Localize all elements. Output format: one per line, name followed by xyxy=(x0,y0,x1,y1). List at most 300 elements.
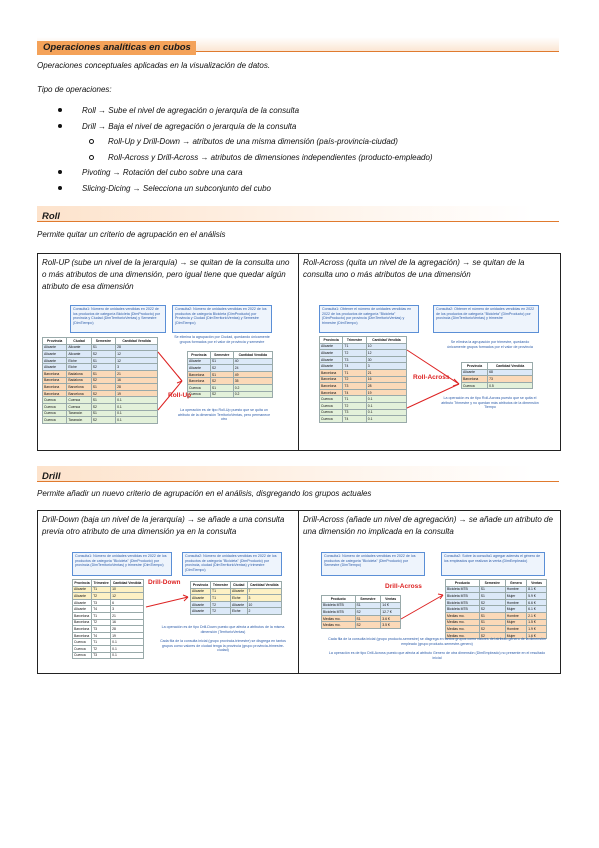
table-cell: 40 xyxy=(233,358,272,365)
table-cell: Bicicleta MTB xyxy=(446,586,480,593)
table-cell: S1 xyxy=(479,612,505,619)
table-cell: 0.1 xyxy=(116,417,158,424)
table-cell: T4 xyxy=(343,416,366,423)
table-cell: Cuenca xyxy=(462,382,488,389)
table-cell: Bicicleta MTB xyxy=(322,609,356,616)
table-cell: 19 xyxy=(116,390,158,397)
table-row xyxy=(43,384,158,391)
table-cell: Medias mo. xyxy=(446,612,480,619)
table-cell: Alicante xyxy=(43,357,67,364)
column-header: Genero xyxy=(505,580,526,587)
table-row xyxy=(320,356,407,363)
table-cell: 0.1 xyxy=(111,639,144,646)
table-cell: T2 xyxy=(92,645,111,652)
table-cell: 0.1 xyxy=(116,403,158,410)
source-table xyxy=(42,337,158,424)
table-cell: Barcelona xyxy=(188,378,211,385)
table-row xyxy=(73,626,144,633)
table-cell: Hombre xyxy=(505,599,526,606)
table-cell: T3 xyxy=(343,356,366,363)
roll-up-cell xyxy=(38,254,299,450)
figure-note: Cada fila de la consulta inicial (grupo producto-semestre) se disgrega en tantos grupos como valores del atributo género de la dimensión empleado (grupo producto-semestre-genero) xyxy=(328,637,546,646)
table-cell: 28 xyxy=(116,384,158,391)
table-cell: T2 xyxy=(211,608,231,615)
table-cell: T2 xyxy=(343,350,366,357)
query-box: Consulta1: Número de unidades vendidas en 2022 de los productos de categoría "Bicicleta" (DimProducto) por Semestre (DimTiempo) xyxy=(321,552,425,576)
column-header: Ciudad xyxy=(67,338,91,345)
column-header: Cantidad Vendida xyxy=(488,363,533,370)
roll-up-arrow-icon xyxy=(158,346,190,416)
table-cell: 1.9 € xyxy=(527,626,547,633)
table-row xyxy=(462,382,533,389)
types-heading: Tipo de operaciones: xyxy=(37,85,112,94)
table-row xyxy=(73,612,144,619)
figure-note: La operación es de tipo Roll-Across puesto que se quita el atributo Trimestre y no quedan más atributos de la dimensión Tiempo xyxy=(441,396,539,410)
table-cell: T2 xyxy=(343,376,366,383)
table-row xyxy=(73,639,144,646)
table-row xyxy=(43,351,158,358)
table-cell: 0.1 xyxy=(116,410,158,417)
table-cell: 5.9 € xyxy=(527,593,547,600)
column-header: Producto xyxy=(322,596,356,603)
drill-across-cell xyxy=(299,511,560,673)
table-cell: 0.1 xyxy=(111,645,144,652)
table-cell: 14 € xyxy=(381,602,401,609)
roll-up-header: Roll-UP (sube un nivel de la jerarquía) → se quitan de la consulta uno o más atributos de una dimensión, pero igual tiene que quedar algún atributo de esa dimensión xyxy=(42,258,290,291)
table-cell: 12 xyxy=(116,357,158,364)
table-cell: S2 xyxy=(479,626,505,633)
table-cell: 73 xyxy=(488,376,533,383)
table-cell: Alicante xyxy=(67,344,91,351)
table-cell: Barcelona xyxy=(320,383,343,390)
table-cell: S1 xyxy=(91,357,115,364)
table-cell: S2 xyxy=(91,403,115,410)
roll-up-figure xyxy=(42,304,294,444)
table-row xyxy=(43,377,158,384)
table-row xyxy=(73,593,144,600)
table-cell: 21 xyxy=(116,370,158,377)
table-cell: Hombre xyxy=(505,612,526,619)
table-cell: 2 xyxy=(247,608,281,615)
table-cell: Alicante xyxy=(191,595,211,602)
table-cell: 1.6 € xyxy=(527,632,547,639)
result-table xyxy=(187,351,273,398)
arrow-label: Roll-Across xyxy=(413,374,450,381)
table-cell: Cuenca xyxy=(43,410,67,417)
column-header: Trimestre xyxy=(343,337,366,344)
table-row xyxy=(320,409,407,416)
table-row xyxy=(320,389,407,396)
table-cell: Barcelona xyxy=(188,371,211,378)
table-row xyxy=(188,384,273,391)
drill-heading: Drill xyxy=(42,471,61,482)
roll-across-cell xyxy=(299,254,560,450)
table-cell: S1 xyxy=(210,384,233,391)
table-cell: T4 xyxy=(343,363,366,370)
column-header: Semestre xyxy=(479,580,505,587)
table-cell: 0.1 xyxy=(366,402,406,409)
table-row xyxy=(188,378,273,385)
table-cell: Barcelona xyxy=(43,390,67,397)
table-cell: 0.1 xyxy=(116,397,158,404)
drill-across-arrow-icon xyxy=(401,589,445,629)
table-row xyxy=(73,652,144,659)
table-cell: 1.5 € xyxy=(527,619,547,626)
table-cell: 21 xyxy=(111,612,144,619)
table-cell: 12 xyxy=(366,350,406,357)
table-row xyxy=(446,612,547,619)
table-cell: Badalona xyxy=(67,377,91,384)
table-cell: Alicante xyxy=(73,593,92,600)
table-row xyxy=(191,588,282,595)
table-cell: 0.5 xyxy=(488,382,533,389)
table-cell: Mujer xyxy=(505,619,526,626)
arrow-label: Drill-Across xyxy=(385,583,422,590)
table-cell: T2 xyxy=(92,593,111,600)
column-header: Ventas xyxy=(381,596,401,603)
column-header: Ventas xyxy=(527,580,547,587)
table-cell: Elche xyxy=(231,595,248,602)
table-cell: S2 xyxy=(91,351,115,358)
column-header: Cantidad Vendida xyxy=(116,338,158,345)
table-cell: Alicante xyxy=(43,344,67,351)
table-cell: Bicicleta MTB xyxy=(446,593,480,600)
table-cell: Barcelona xyxy=(67,390,91,397)
figure-note: Se elimina la agrupación por trimestre, quedando únicamente grupos formados por el valor de provincia xyxy=(447,340,533,349)
table-cell: Hombre xyxy=(505,626,526,633)
table-cell: S2 xyxy=(91,390,115,397)
table-cell: Barcelona xyxy=(43,370,67,377)
drill-description: Permite añadir un nuevo criterio de agrupación en el análisis, disgregando los grupos actuales xyxy=(37,489,372,498)
column-header: Cantidad Vendida xyxy=(366,337,406,344)
table-cell: Alicante xyxy=(320,363,343,370)
column-header: Provincia xyxy=(191,582,211,589)
table-cell: Badalona xyxy=(67,370,91,377)
table-cell: 19 xyxy=(366,389,406,396)
table-cell: T4 xyxy=(343,389,366,396)
column-header: Provincia xyxy=(74,580,90,585)
table-cell: Elche xyxy=(231,608,248,615)
table-cell: T1 xyxy=(343,369,366,376)
table-row xyxy=(43,390,158,397)
table-cell: Bicicleta MTB xyxy=(446,606,480,613)
table-row xyxy=(462,376,533,383)
table-row xyxy=(320,402,407,409)
table-cell: 28 xyxy=(116,344,158,351)
source-table xyxy=(72,579,144,659)
table-row xyxy=(188,358,273,365)
table-cell: S1 xyxy=(355,615,381,622)
table-cell: Cuenca xyxy=(73,645,92,652)
table-cell: S2 xyxy=(210,391,233,398)
table-cell: T3 xyxy=(92,626,111,633)
table-cell: Medias mo. xyxy=(322,622,356,629)
table-cell: 19 xyxy=(111,632,144,639)
table-cell: S1 xyxy=(91,410,115,417)
table-header-row xyxy=(446,580,547,587)
table-row xyxy=(73,632,144,639)
bullet-icon xyxy=(58,170,62,174)
table-cell: 0.1 xyxy=(366,396,406,403)
table-cell: Alicante xyxy=(191,608,211,615)
table-cell: 3 xyxy=(247,595,281,602)
table-cell: S1 xyxy=(210,371,233,378)
table-header-row xyxy=(43,338,158,345)
query-box: Consulta1: Número de unidades vendidas en 2022 de los productos de categoría "Bicicleta" (DimProducto) por provincia (DimTerritorioVentas) y trimestre (DimTiempo) xyxy=(72,552,172,576)
table-cell: T1 xyxy=(343,396,366,403)
table-cell: S1 xyxy=(210,358,233,365)
table-row xyxy=(191,595,282,602)
table-cell: Barcelona xyxy=(73,626,92,633)
table-row xyxy=(446,606,547,613)
query-box: Consulta2: Número de unidades vendidas en 2022 de los productos de categoría Bicicleta (DimProducto) por Provincia y Ciudad (DimTerritorioVentas) y Semestre (DimTiempo) xyxy=(172,305,272,333)
table-header-row xyxy=(322,596,401,603)
table-cell: T2 xyxy=(211,601,231,608)
drill-down-arrow-icon xyxy=(146,589,190,613)
table-cell: Barcelona xyxy=(73,612,92,619)
table-cell: 0.1 xyxy=(366,409,406,416)
column-header: Semestre xyxy=(91,338,115,345)
table-cell: Mujer xyxy=(505,606,526,613)
table-cell: Cuenca xyxy=(73,639,92,646)
table-cell: 49 xyxy=(233,371,272,378)
drill-down-figure xyxy=(42,551,294,669)
table-row xyxy=(188,391,273,398)
table-cell: Barcelona xyxy=(462,376,488,383)
table-cell: 3 xyxy=(111,606,144,613)
table-cell: S1 xyxy=(91,384,115,391)
table-cell: 30 xyxy=(366,356,406,363)
table-cell: 68 xyxy=(488,369,533,376)
table-cell: Tarancón xyxy=(67,417,91,424)
column-header: Trimestre xyxy=(93,580,109,585)
page: Operaciones analíticas en cubos Operaciones conceptuales aplicadas en la visualización de datos. Tipo de operaciones: Roll → Sube el nivel de agregación o jerarquía de la consulta Drill → Baja el nivel de agregación o jerarquía de la consulta Roll-Up y Drill-Down → atributos de una misma dimensión (país-provincia-ciudad) Roll-Across y Drill-Across → atributos de dimensiones independientes (producto-empleado) Pivoting → Rotación del cubo sobre una cara Slicing-Dicing → Selecciona un subconjunto del cubo Roll Permite quitar un criterio de agrupación en el análisis Roll-UP (sube un nivel de la jerarquía) → se quitan de la consulta uno o más atributos de una dimensión, pero igual tiene que quedar algún atributo de esa dimensión Consulta1: Número de unidades vendidas en 2022 de los productos de categoría Bicicleta (DimProducto) por provincia y Ciudad (DimTerritorioVentas) y Semestre (DimTiempo) Consulta2: Número de unidades vendidas en 2022 de los productos de categoría Bicicleta (DimProducto) por Provincia y Ciudad (DimTerritorioVentas) y Semestre (DimTiempo) Provincia Ciudad Semestre Cantidad Vendida Alicante Alicante S1 28 Alicante Alicante S2 12 Alicante Elche S1 12 Alicante Elche S2 3 Barcelona Badalona S1 21 Barcelona Badalona S2 16 Barcelona Barcelona S1 28 Barcelona Barcelona S2 19 Cuenca Cuenca S1 0.1 Cuenca Cuenca S2 0.1 Cuenca Tarancón S1 0.1 Cuenca Tarancón S2 0.1 Se elimina la agrupación por Ciudad, quedando únicamente grupos formados por el valor de provincia y semestre Provincia Semestre Cantidad Vendida Alicante S1 40 Alicante S2 24 Barcelona S1 49 Barcelona S2 35 Cuenca S1 0.2 Cuenca S2 0.2 Roll-Up La operación es de tipo Roll-Up puesto que se quita un atributo de la dimensión TerritorioVentas, pero permanece otro Roll-Across (quita un nivel de la agregación) → se quitan de la consulta uno o más atributos de una dimensión Consulta1: Obtener el número de unidades vendidas en 2022 de los productos de categoría "Bicicleta" (DimProducto) por provincia (DimTerritorioVentas) y trimestre (DimTiempo) Consulta2: Obtener el número de unidades vendidas en 2022 de los productos de categoría "Bicicleta" (DimProducto) por provincia (DimTerritorioVentas) y trimestre Provincia Trimestre Cantidad Vendida Alicante T1 10 Alicante T2 12 Alicante T3 30 Alicante T4 3 Barcelona T1 21 Barcelona T2 16 Barcelona T3 28 Barcelona T4 19 Cuenca T1 0.1 Cuenca T2 0.1 Cuenca T3 0.1 Cuenca T4 0.1 Se elimina la agrupación por trimestre, quedando únicamente grupos formados por el valor de provincia Provincia Cantidad Vendida Alicante 68 Barcelona 73 Cuenca 0.5 Roll-Across La operación es de tipo Roll-Across puesto que se quita el atributo Trimestre y no quedan más atributos de la dimensión Tiempo Drill Permite añadir un nuevo criterio de agrupación en el análisis, disgregando los grupos actuales Drill-Down (baja un nivel de la jerarquía) → se añade a una consulta previa otro atributo de una dimensión ya en la consulta Consulta1: Número de unidades vendidas en 2022 de los productos de categoría "Bicicleta" (DimProducto) por provincia (DimTerritorioVentas) y trimestre (DimTiempo) Consulta2: Número de unidades vendidas en 2022 de los productos de categoría "Bicicleta" (DimProducto) por provincia, ciudad (DimTerritorioVentas) y trimestre (DimTiempo) Provincia Trimestre Cantidad Vendida Alicante T1 10 Alicante T2 12 Alicante T3 6 Alicante T4 3 Barcelona T1 21 Barcelona T2 16 Barcelona T3 28 Barcelona T4 19 Cuenca T1 0.1 Cuenca T2 0.1 Cuenca T3 0.1 Provincia Trimestre Ciudad Cantidad Vendida Alicante T1 Alicante 7 Alicante T1 Elche 3 Alicante T2 Alicante 10 Alicante T2 Elche 2 Drill-Down La operación es de tipo Drill-Down puesto que afecta a atributos de la misma dimensión (TerritorioVentas) Cada fila de la consulta inicial (grupo provincia-trimestre) se disgrega en tantos grupos como valores de ciudad tenga la provincia (grupo provincia-trimestre-ciudad) Drill-Across (añade un nivel de agregación) → se añade un atributo de una dimensión no implicada en la consulta Consulta1: Número de unidades vendidas en 2022 de los productos de categoría "Bicicleta" (DimProducto) por Semestre (DimTiempo) Consulta2: Sobre la consulta1 agregar además el género de los empleados que realizan la venta (DimEmpleado) Producto Semestre Ventas Bicicleta MTB S1 14 € Bicicleta MTB S2 12.7 € Medias mo. S1 3.6 € Medias mo. S2 3.5 € Producto Semestre Genero Ventas Bicicleta MTB S1 Hombre 8.1 € Bicicleta MTB S1 Mujer 5.9 € Bicicleta MTB S2 Hombre 6.6 € Bicicleta MTB S2 Mujer 6.1 € Medias mo. S1 Hombre 2.1 € Medias mo. S1 Mujer 1.5 € Medias mo. S2 Hombre 1.9 € Medias mo. S2 Mujer 1.6 € Drill-Across Cada fila de la consulta inicial (grupo producto-semestre) se disgrega en tantos grupos como valores del atributo género de la dimensión empleado (grupo producto-semestre-genero) La operación es de tipo Drill-Across puesto que afecta al atributo Genero de otra dimensión (DimEmpleado) no presente en el resultado inicial xyxy=(0,0,599,848)
table-cell: 24 xyxy=(233,365,272,372)
table-cell: Cuenca xyxy=(67,403,91,410)
bullet-icon xyxy=(58,124,62,128)
source-table xyxy=(321,595,401,629)
table-cell: 28 xyxy=(111,626,144,633)
drill-section-bar xyxy=(37,466,559,482)
table-cell: 7 xyxy=(247,588,281,595)
table-cell: Cuenca xyxy=(320,409,343,416)
roll-grid xyxy=(37,253,561,451)
query-box: Consulta2: Número de unidades vendidas en 2022 de los productos de categoría "Bicicleta" (DimProducto) por provincia, ciudad (DimTerritorioVentas) y trimestre (DimTiempo) xyxy=(182,552,282,576)
table-cell: T1 xyxy=(211,595,231,602)
column-header: Semestre xyxy=(355,596,381,603)
table-cell: Bicicleta MTB xyxy=(322,602,356,609)
drill-down-header: Drill-Down (baja un nivel de la jerarquía) → se añade a una consulta previa otro atributo de una dimensión ya en la consulta xyxy=(42,515,285,536)
roll-across-figure xyxy=(305,304,555,444)
table-cell: 10 xyxy=(366,343,406,350)
table-row xyxy=(320,376,407,383)
table-cell: Alicante xyxy=(320,350,343,357)
table-row xyxy=(191,601,282,608)
figure-note: Cada fila de la consulta inicial (grupo provincia-trimestre) se disgrega en tantos grupos como valores de ciudad tenga la provincia (grupo provincia-trimestre-ciudad) xyxy=(160,639,286,653)
table-cell: Hombre xyxy=(505,586,526,593)
table-cell: Alicante xyxy=(191,588,211,595)
table-cell: Cuenca xyxy=(73,652,92,659)
table-cell: S2 xyxy=(91,364,115,371)
roll-heading: Roll xyxy=(42,211,60,222)
column-header: Provincia xyxy=(188,352,211,359)
table-cell: Mujer xyxy=(505,632,526,639)
table-row xyxy=(43,370,158,377)
table-row xyxy=(43,397,158,404)
table-cell: T1 xyxy=(92,639,111,646)
query-box: Consulta1: Número de unidades vendidas en 2022 de los productos de categoría Bicicleta (DimProducto) por provincia y Ciudad (DimTerritorioVentas) y Semestre (DimTiempo) xyxy=(70,305,166,333)
table-cell: S2 xyxy=(479,632,505,639)
table-cell: T1 xyxy=(211,588,231,595)
table-cell: Cuenca xyxy=(43,403,67,410)
table-cell: 12.7 € xyxy=(381,609,401,616)
table-row xyxy=(446,626,547,633)
column-header: Cantidad Vendida xyxy=(111,580,144,587)
table-cell: S1 xyxy=(91,397,115,404)
column-header: Provincia xyxy=(462,363,488,370)
bullet-icon xyxy=(89,155,94,160)
table-cell: T2 xyxy=(343,402,366,409)
table-row xyxy=(43,344,158,351)
table-row xyxy=(322,602,401,609)
column-header: Provincia xyxy=(43,338,67,345)
table-cell: Alicante xyxy=(188,365,211,372)
table-cell: Tarancón xyxy=(67,410,91,417)
table-cell: S2 xyxy=(91,377,115,384)
table-cell: 10 xyxy=(111,586,144,593)
result-table xyxy=(445,579,547,639)
table-cell: S1 xyxy=(355,602,381,609)
table-row xyxy=(462,369,533,376)
table-cell: S2 xyxy=(91,417,115,424)
table-row xyxy=(320,363,407,370)
bullet-icon xyxy=(58,186,62,190)
table-cell: S2 xyxy=(355,622,381,629)
table-cell: Cuenca xyxy=(43,397,67,404)
column-header: Ciudad xyxy=(231,582,248,589)
table-cell: Alicante xyxy=(73,599,92,606)
table-cell: T3 xyxy=(343,409,366,416)
table-cell: Alicante xyxy=(320,343,343,350)
table-cell: T4 xyxy=(92,632,111,639)
arrow-label: Roll-Up xyxy=(168,392,192,399)
table-cell: 0.1 xyxy=(366,416,406,423)
query-box: Consulta2: Sobre la consulta1 agregar además el género de los empleados que realizan la venta (DimEmpleado) xyxy=(441,552,545,576)
table-cell: T4 xyxy=(92,606,111,613)
table-row xyxy=(73,599,144,606)
table-cell: Elche xyxy=(67,357,91,364)
table-cell: Alicante xyxy=(191,601,211,608)
table-row xyxy=(446,593,547,600)
table-cell: Alicante xyxy=(231,601,248,608)
table-row xyxy=(322,615,401,622)
table-row xyxy=(43,410,158,417)
table-cell: S1 xyxy=(479,593,505,600)
table-cell: S1 xyxy=(91,344,115,351)
table-cell: 2.1 € xyxy=(527,612,547,619)
document-title-bar xyxy=(37,37,559,52)
table-cell: T1 xyxy=(92,612,111,619)
table-cell: Cuenca xyxy=(320,396,343,403)
table-row xyxy=(73,586,144,593)
table-cell: T2 xyxy=(92,619,111,626)
table-cell: 16 xyxy=(116,377,158,384)
roll-section-bar xyxy=(37,206,559,222)
table-header-row xyxy=(462,363,533,370)
table-cell: 3.6 € xyxy=(381,615,401,622)
drill-grid xyxy=(37,510,561,674)
table-cell: Alicante xyxy=(231,588,248,595)
table-cell: 3.5 € xyxy=(381,622,401,629)
table-header-row xyxy=(191,582,282,589)
table-row xyxy=(320,350,407,357)
table-cell: Barcelona xyxy=(67,384,91,391)
table-cell: Alicante xyxy=(188,358,211,365)
table-cell: Cuenca xyxy=(320,416,343,423)
table-row xyxy=(320,396,407,403)
table-cell: Barcelona xyxy=(73,619,92,626)
table-cell: T1 xyxy=(92,586,111,593)
table-cell: 0.1 xyxy=(111,652,144,659)
table-cell: S1 xyxy=(479,619,505,626)
table-cell: Cuenca xyxy=(188,391,211,398)
table-cell: T1 xyxy=(343,343,366,350)
table-cell: 3 xyxy=(366,363,406,370)
table-cell: S2 xyxy=(355,609,381,616)
table-cell: 6 xyxy=(111,599,144,606)
table-header-row xyxy=(73,580,144,587)
table-cell: Cuenca xyxy=(43,417,67,424)
table-cell: T3 xyxy=(343,383,366,390)
table-cell: 21 xyxy=(366,369,406,376)
bullet-icon xyxy=(58,108,62,112)
table-header-row xyxy=(188,352,273,359)
table-cell: 12 xyxy=(111,593,144,600)
roll-across-header: Roll-Across (quita un nivel de la agregación) → se quitan de la consulta uno o más atributos de una dimensión xyxy=(303,258,525,279)
table-cell: S2 xyxy=(210,378,233,385)
column-header: Semestre xyxy=(210,352,233,359)
table-row xyxy=(188,371,273,378)
column-header: Cantidad Vendida xyxy=(233,352,272,359)
figure-note: Se elimina la agrupación por Ciudad, quedando únicamente grupos formados por el valor de provincia y semestre xyxy=(174,335,270,344)
table-cell: Alicante xyxy=(73,586,92,593)
figure-note: La operación es de tipo Drill-Down puesto que afecta a atributos de la misma dimensión (TerritorioVentas) xyxy=(161,625,285,634)
drill-down-cell xyxy=(38,511,299,673)
table-row xyxy=(43,417,158,424)
table-row xyxy=(73,606,144,613)
table-row xyxy=(73,619,144,626)
table-cell: S1 xyxy=(91,370,115,377)
table-row xyxy=(446,586,547,593)
table-cell: Barcelona xyxy=(320,376,343,383)
table-row xyxy=(191,608,282,615)
table-cell: Cuenca xyxy=(67,397,91,404)
table-cell: 16 xyxy=(111,619,144,626)
column-header: Producto xyxy=(446,580,480,587)
table-cell: 6.1 € xyxy=(527,606,547,613)
intro-text: Operaciones conceptuales aplicadas en la visualización de datos. xyxy=(37,61,271,70)
table-cell: Alicante xyxy=(67,351,91,358)
table-cell: Alicante xyxy=(73,606,92,613)
query-box: Consulta2: Obtener el número de unidades vendidas en 2022 de los productos de categoría "Bicicleta" (DimProducto) por provincia (DimTerritorioVentas) y trimestre xyxy=(433,305,539,333)
table-cell: Bicicleta MTB xyxy=(446,599,480,606)
table-row xyxy=(320,343,407,350)
table-cell: 3 xyxy=(116,364,158,371)
table-cell: Medias mo. xyxy=(446,632,480,639)
column-header: Cantidad Vendida xyxy=(247,582,281,589)
table-cell: Barcelona xyxy=(43,377,67,384)
bullet-icon xyxy=(89,139,94,144)
